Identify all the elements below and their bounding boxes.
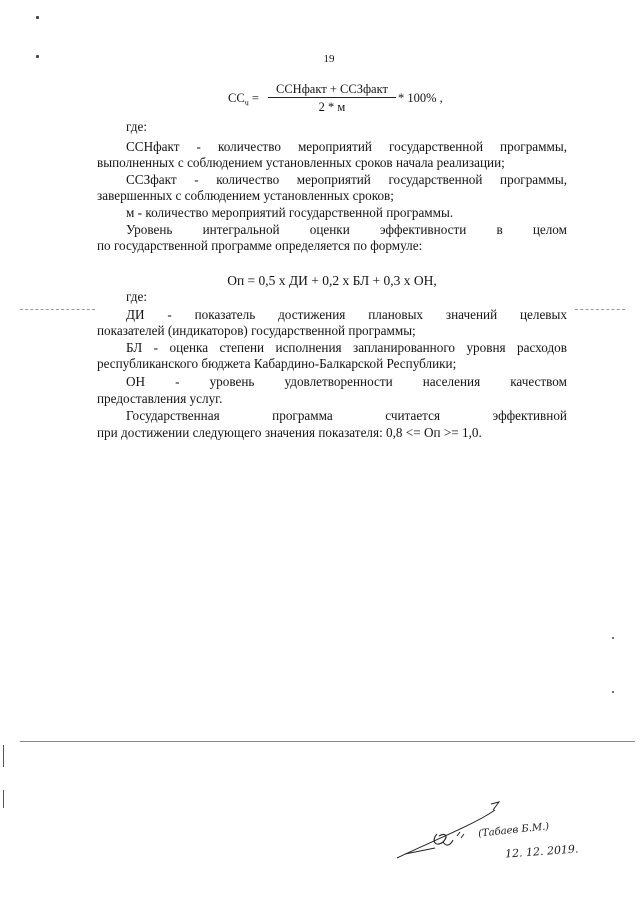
margin-tick xyxy=(3,790,4,808)
text-line: показателей (индикаторов) государственной программы; xyxy=(97,323,416,338)
text-line: ДИ - показатель достижения плановых значений целевых xyxy=(126,307,567,322)
formula-denominator: 2 * м xyxy=(318,100,346,114)
text-line: ССНфакт - количество мероприятий государственной программы, xyxy=(126,139,567,154)
fraction-bar xyxy=(268,97,396,98)
scan-dash-right xyxy=(575,309,625,310)
margin-mark xyxy=(36,55,39,58)
margin-mark xyxy=(612,637,614,639)
text-line: при достижении следующего значения показателя: 0,8 <= Оп >= 1,0. xyxy=(97,425,482,440)
text-line: завершенных с соблюдением установленных сроков; xyxy=(97,188,394,203)
text-line: где: xyxy=(126,289,147,304)
formula-numerator: ССНфакт + ССЗфакт xyxy=(276,82,388,96)
formula-rhs: * 100% , xyxy=(398,91,443,105)
text-line: ОН - уровень удовлетворенности населения качеством xyxy=(126,374,567,389)
formula-integral: Оп = 0,5 х ДИ + 0,2 х БЛ + 0,3 х ОН, xyxy=(227,273,437,288)
text-line: по государственной программе определяется по формуле: xyxy=(97,238,423,253)
page-number: 19 xyxy=(323,53,335,65)
formula-efficiency-deadlines xyxy=(228,82,458,116)
signature-name: (Табаев Б.М.) xyxy=(477,821,550,840)
scan-dash-left xyxy=(20,309,95,310)
signature-date: 12. 12. 2019. xyxy=(504,842,579,861)
margin-tick xyxy=(3,745,4,767)
scan-horizontal-line xyxy=(20,741,635,742)
formula-fraction xyxy=(268,82,396,114)
text-line: БЛ - оценка степени исполнения запланированного уровня расходов xyxy=(126,340,567,355)
text-line: где: xyxy=(126,119,147,134)
text-line: предоставления услуг. xyxy=(97,391,223,406)
text-line: м - количество мероприятий государственной программы. xyxy=(126,205,454,220)
text-line: Государственная программа считается эффективной xyxy=(126,408,567,423)
text-line: выполненных с соблюдением установленных сроков начала реализации; xyxy=(97,155,505,170)
formula-lhs: $СС_ч$ = xyxy=(228,91,259,108)
margin-mark xyxy=(612,691,614,693)
text-line: республиканского бюджета Кабардино-Балкарской Республики; xyxy=(97,356,457,371)
text-line: ССЗфакт - количество мероприятий государственной программы, xyxy=(126,172,567,187)
margin-mark xyxy=(36,16,39,19)
text-line: Уровень интегральной оценки эффективности в целом xyxy=(126,222,567,237)
